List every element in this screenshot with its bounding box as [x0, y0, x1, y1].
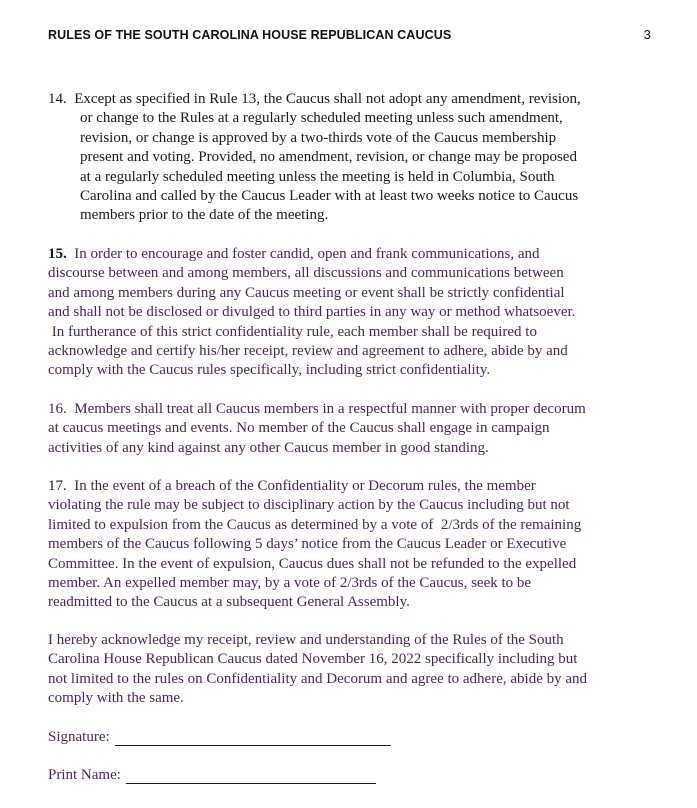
- rule-17: [48, 477, 581, 613]
- ack-line: Carolina House Republican Caucus dated November 16, 2022 specifically including but: [48, 651, 578, 668]
- rule-line: 15. In order to encourage and foster candid, open and frank communications, and: [48, 246, 540, 262]
- acknowledgment-paragraph: [48, 631, 587, 709]
- rule-line: 14. Except as specified in Rule 13, the Caucus shall not adopt any amendment, revision,: [48, 91, 581, 107]
- rule-line: violating the rule may be subject to disciplinary action by the Caucus including but not: [48, 497, 570, 514]
- rule-number: 14.: [48, 91, 67, 107]
- rule-line: present and voting. Provided, no amendment, revision, or change may be proposed: [80, 149, 577, 166]
- rule-16: [48, 400, 586, 458]
- rule-line: members of the Caucus following 5 days’ notice from the Caucus Leader or Executive: [48, 536, 567, 553]
- rule-number: 15.: [48, 246, 67, 262]
- rule-line: at a regularly scheduled meeting unless the meeting is held in Columbia, South: [80, 168, 555, 185]
- rule-line: and shall not be disclosed or divulged to third parties in any way or method whatsoever.: [48, 304, 576, 321]
- page-header: [48, 27, 651, 47]
- rule-line: member. An expelled member may, by a vote of 2/3rds of the Caucus, seek to be: [48, 574, 532, 591]
- rule-number: 17.: [48, 478, 67, 494]
- rule-line: 16. Members shall treat all Caucus members in a respectful manner with proper decorum: [48, 401, 586, 417]
- rule-line: limited to expulsion from the Caucus as determined by a vote of 2/3rds of the remaining: [48, 516, 582, 533]
- rule-line: readmitted to the Caucus at a subsequent General Assembly.: [48, 594, 410, 611]
- rule-line: discourse between and among members, all discussions and communications between: [48, 265, 564, 282]
- ack-line: I hereby acknowledge my receipt, review and understanding of the Rules of the South: [48, 632, 564, 648]
- print-name-row: [48, 767, 376, 784]
- signature-label: Signature:: [48, 729, 110, 745]
- rule-line: 17. In the event of a breach of the Confidentiality or Decorum rules, the member: [48, 478, 536, 494]
- rule-line: and among members during any Caucus meeting or event shall be strictly confidential: [48, 284, 565, 301]
- print-name-field[interactable]: [126, 769, 376, 784]
- print-name-label: Print Name:: [48, 767, 121, 783]
- rule-14: [48, 90, 581, 226]
- header-title: RULES OF THE SOUTH CAROLINA HOUSE REPUBLICAN CAUCUS: [48, 28, 452, 42]
- rule-number: 16.: [48, 401, 67, 417]
- rule-line: activities of any kind against any other Caucus member in good standing.: [48, 439, 489, 456]
- rule-line: or change to the Rules at a regularly scheduled meeting unless such amendment,: [80, 110, 563, 127]
- page-number: 3: [643, 27, 651, 42]
- rule-line: at caucus meetings and events. No member of the Caucus shall engage in campaign: [48, 420, 550, 437]
- signature-field[interactable]: [115, 731, 391, 746]
- ack-line: not limited to the rules on Confidentiality and Decorum and agree to adhere, abide by and: [48, 670, 588, 687]
- rule-line: comply with the Caucus rules specifically, including strict confidentiality.: [48, 362, 491, 379]
- ack-line: comply with the same.: [48, 690, 184, 707]
- rule-line: In furtherance of this strict confidentiality rule, each member shall be required to: [48, 323, 537, 340]
- rule-line: members prior to the date of the meeting.: [80, 207, 329, 224]
- rule-line: Carolina and called by the Caucus Leader with at least two weeks notice to Caucus: [80, 187, 579, 204]
- rule-15: [48, 245, 575, 381]
- rule-line: acknowledge and certify his/her receipt, review and agreement to adhere, abide by and: [48, 342, 568, 359]
- rule-line: Committee. In the event of expulsion, Caucus dues shall not be refunded to the expelled: [48, 555, 577, 572]
- rule-line: revision, or change is approved by a two-thirds vote of the Caucus membership: [80, 129, 557, 146]
- signature-row: [48, 729, 391, 746]
